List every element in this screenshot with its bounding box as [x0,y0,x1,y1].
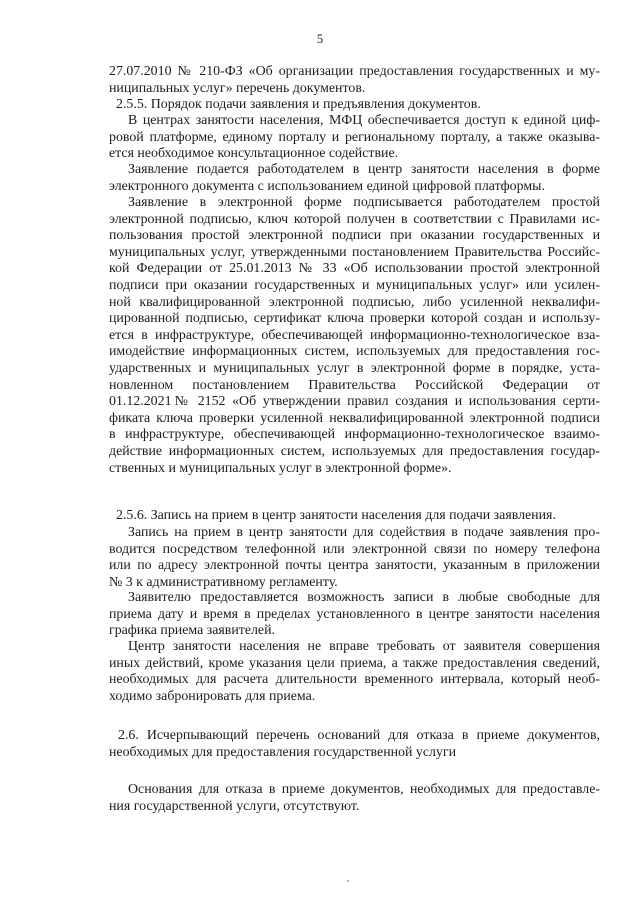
text-line: электронного документа с использованием единой цифровой платформы. [109,178,545,194]
text-line: 2.5.5. Порядок подачи заявления и предъявления документов. [116,97,481,112]
text-line: 27.07.2010 № 210-ФЗ «Об организации предоставления государственных и му- [109,64,600,79]
text-line: иных действий, кроме указания цели приема, а также предоставления сведений, [109,655,600,671]
text-line: В центрах занятости населения, МФЦ обеспечивается доступ к единой циф- [128,113,600,128]
text-line: Запись на прием в центр занятости для содействия в подаче заявления про- [128,525,600,540]
text-line: 2.6. Исчерпывающий перечень оснований для отказа в приеме документов, [118,728,600,743]
text-line: в инфраструктуре, обеспечивающей информационно-технологическое взаимо- [109,427,600,443]
text-line: ется в инфраструктуре, обеспечивающей информационно-технологическое вза- [109,327,600,343]
text-line: ниципальных услуг» перечень документов. [109,80,366,96]
text-line: действие информационных систем, используемых для предоставления государ- [109,444,600,459]
text-line: ходимо забронировать для приема. [109,688,316,704]
text-line: подписи при оказании государственных и муниципальных услуг» или усилен- [109,278,600,293]
text-line: цированной подписью, сертификат ключа проверки которой создан и использу- [109,311,600,327]
text-line: Заявление в электронной форме подписывается работодателем простой [128,195,600,210]
text-line: муниципальных услуг, утвержденными постановлением Правительства Российс- [109,244,600,260]
text-line: необходимых для расчета длительности временного интервала, который необ- [109,672,600,688]
text-line: пользования простой электронной подписи при оказании государственных и [109,228,600,244]
text-line: Основания для отказа в приеме документов, необходимых для предоставле- [128,782,600,797]
text-line: необходимых для предоставления государственной услуги [109,744,457,760]
text-line: 01.12.2021№ 2152 «Об утверждении правил создания и использования серти- [109,394,600,410]
text-line: ной квалифицированной электронной подписью, либо усиленной неквалифи- [109,294,600,310]
text-line: или по адресу электронной почты центра занятости, указанным в приложении [109,558,600,574]
text-line: 2.5.6. Запись на прием в центр занятости населения для подачи заявления. [116,508,556,523]
text-line: электронной подписью, ключ которой получен в соответствии с Правилами ис- [109,211,600,227]
text-line: № 3 к административному регламенту. [109,574,338,590]
text-line: ударственных и муниципальных услуг в электронной форме в порядке, уста- [109,361,600,376]
text-line: приема дату и время в пределах установленного в центре занятости населения [109,606,600,622]
text-line: имодействие информационных систем, используемых для предоставления гос- [109,344,600,360]
text-line: Центр занятости населения не вправе требовать от заявителя совершения [128,639,600,654]
text-line: кой Федерации от 25.01.2013 № 33 «Об использовании простой электронной [109,261,600,277]
text-line: Заявление подается работодателем в центр занятости населения в форме [128,162,600,177]
text-line: ется необходимое консультационное содействие. [109,146,399,162]
text-line: новленном постановлением Правительства Российской Федерации от [109,377,600,393]
text-line: ния государственной услуги, отсутствуют. [109,798,360,814]
text-line: ровой платформе, единому порталу и региональному порталу, а также оказыва- [109,129,600,145]
text-line: графика приема заявителей. [109,623,276,639]
text-line: водится посредством телефонной или электронной связи по номеру телефона [109,541,600,557]
page-number: 5 [316,32,324,46]
text-line: Заявителю предоставляется возможность записи в любые свободные для [128,590,600,605]
text-line: фиката ключа проверки усиленной неквалифицированной электронной подписи [109,410,600,426]
scan-speck [347,880,349,882]
text-line: ственных и муниципальных услуг в электронной форме». [109,460,452,476]
